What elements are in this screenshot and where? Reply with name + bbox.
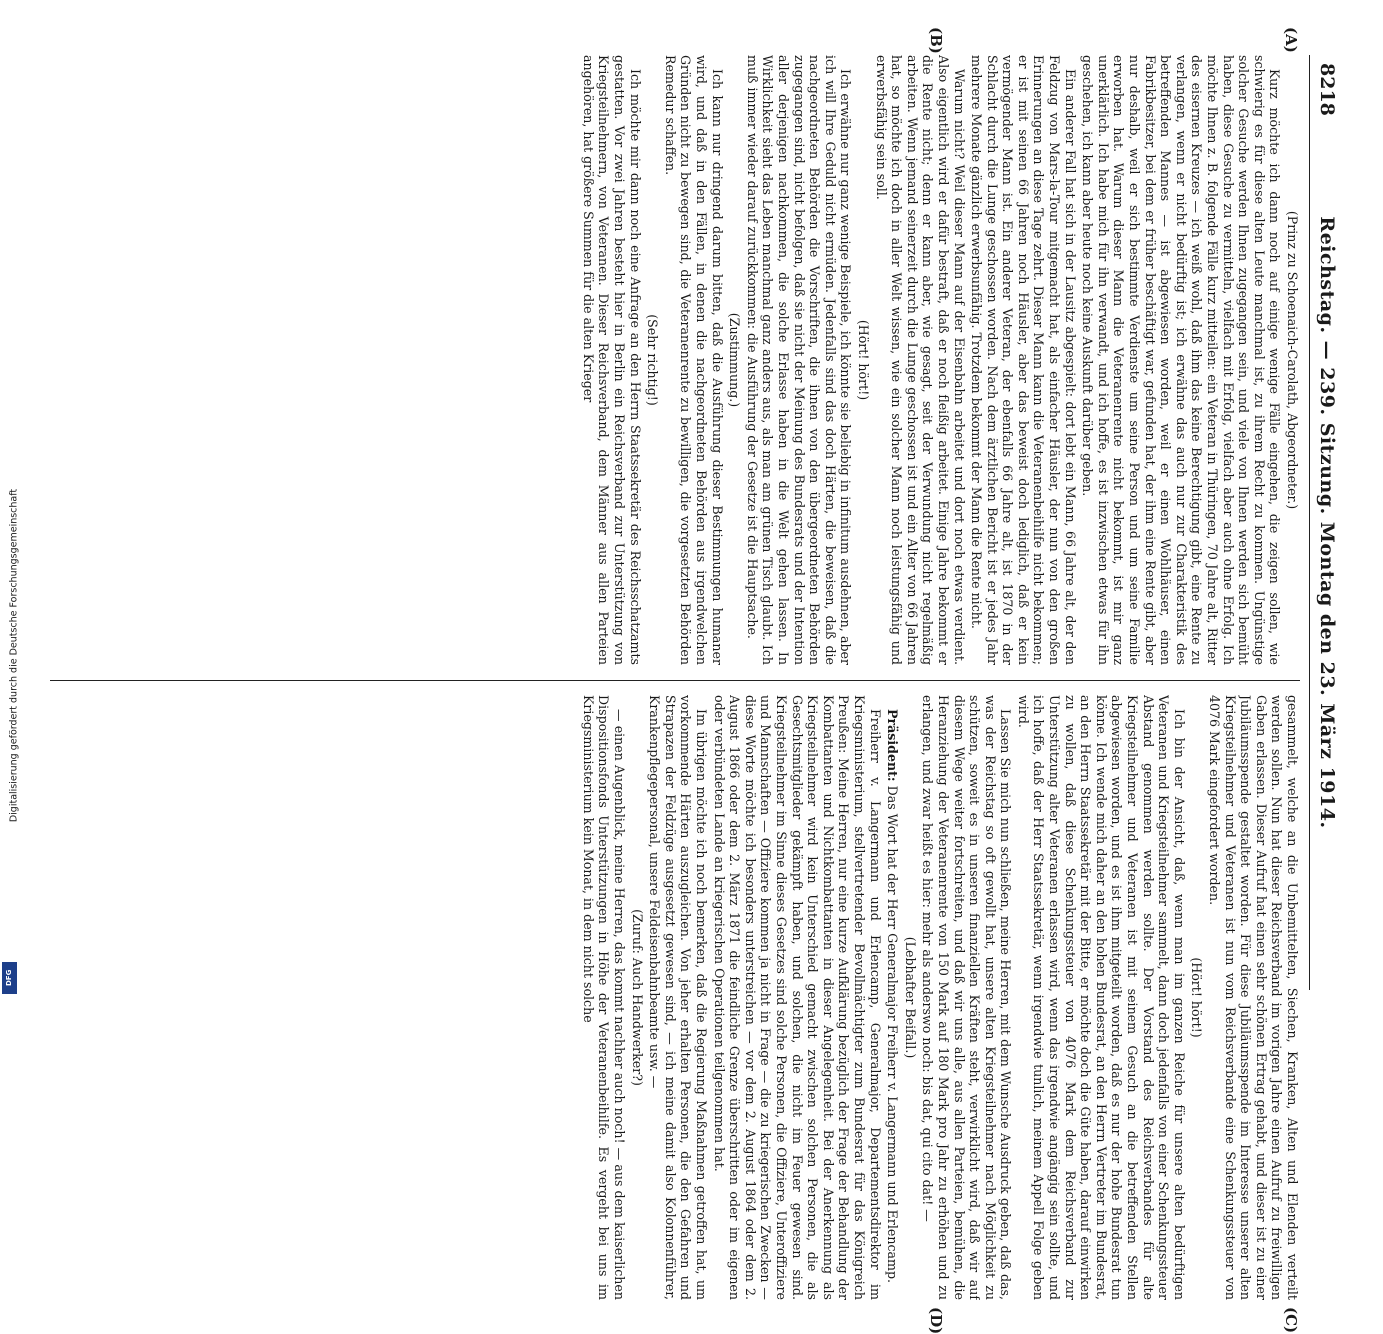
paragraph: Freiherr v. Langermann und Erlencamp, Generalmajor, Departementsdirektor im Kriegsministerium, stellvertretender Bevollmächtigter zum Bundesrat für das Königreich Preußen: Meine Herren, nur eine kurze Aufklärung bezüglich der Frage der Behandlung der Kombattanten und Nichtkombattanten in dieser Angelegenheit. Bei der Anerkennung als Kriegsteilnehmer wird kein Unterschied gemacht zwischen solchen Personen, die als Gesechtsmitglieder gekämpft haben, und solchen, die nicht im Feuer gewesen sind. Kriegsteilnehmer im Sinne dieses Gesetzes sind solche Personen, die Offiziere, Unteroffiziere und Mannschaften — Offiziere kommen ja nicht in Frage — die zu kriegerischen Zwecken — diese Worte möchte ich besonders unterstreichen — vor dem 2. August 1864 oder dem 2. August 1866 oder dem 2. März 1871 die feindliche Grenze überschritten oder im eigenen oder verbündeten Lande an kriegerischen Operationen teilgenommen hat.: [711, 695, 883, 1300]
margin-marker-c: (C): [1282, 1307, 1300, 1334]
page-title: Reichstag. — 239. Sitzung. Montag den 23. März 1914.: [1316, 216, 1338, 829]
page-number: 8218: [1316, 63, 1338, 116]
paragraph: Ich kann nur dringend darum bitten, daß die Ausführung dieser Bestimmungen humaner wird, und daß in den Fällen, in denen die nachgeordneten Behörden aus irgendwelchen Gründen nicht zu bewegen sind, die Veteranenrente zu bewilligen, die vorgesetzten Behörden Remedur schaffen.: [662, 55, 725, 665]
footer-strip: [4, 300, 18, 1000]
paragraph: Lassen Sie mich nun schließen, meine Herren, mit dem Wunsche Ausdruck geben, daß das, was der Reichstag so oft gewollt hat, unsere alten Kriegsteilnehmer nach Möglichkeit zu schützen, soweit es in unseren finanziellen Kräften steht, verwirklicht wird, daß wir auf diesem Wege weiter fortschreiten, und daß wir uns alle, aus allen Parteien, bemühen, die Heranziehung der Veteranenrente von 150 Mark auf 180 Mark pro Jahr zu erhöhen und zu erlangen, und zwar heißt es hier: mehr als anderswo noch: bis dat, qui cito dat! —: [920, 695, 1014, 1300]
paragraph: Ich bin der Ansicht, daß, wenn man im ganzen Reiche für unsere alten bedürftigen Veteranen und Kriegsteilnehmer sammelt, dann doch jedenfalls von einer Schenkungssteuer Abstand genommen werden sollte. Der Vorstand des Reichsverbandes für alte Kriegsteilnehmer und Veteranen ist mit seinem Gesuch an die betreffenden Stellen abgewiesen worden, und es ist ihm mitgeteilt worden, daß es nur der hohe Bundesrat tun könne. Ich wende mich daher an den hohen Bundesrat, an den Herrn Vertreter im Bundesrat, an den Herrn Staatssekretär mit der Bitte, er möchte doch die Güte haben, darauf einwirken zu wollen, daß diese Schenkungssteuer von 4076 Mark dem Reichsverband zur Unterstützung alter Veteranen erlassen wird, wenn das irgendwie angängig sein sollte, und ich hoffe, daß der Herr Staatssekretär, wenn irgendwie tunlich, meinem Appell Folge geben wird.: [1015, 695, 1187, 1300]
paragraph: Ein anderer Fall hat sich in der Lausitz abgespielt: dort lebt ein Mann, 66 Jahre alt, der den Feldzug von Mars-la-Tour mitgemacht hat, als einfacher Häusler, der nun von den großen Erinnerungen an diese Tage zehrt. Dieser Mann kann die Veteranenbeihilfe nicht bekommen; er ist mit seinen 66 Jahren noch Häusler, aber das beweist doch lediglich, daß er kein vermögender Mann ist. Ein anderer Veteran, der ebenfalls 66 Jahre alt, ist 1870 in der Schlacht durch die Lunge geschossen worden. Nach dem ärztlichen Bericht ist er jedes Jahr mehrere Monate gänzlich erwerbsunfähig. Trotzdem bekommt der Mann die Rente nicht.: [969, 55, 1078, 665]
speaker-line: (Prinz zu Schoenaich-Carolath, Abgeordneter.): [1285, 210, 1300, 510]
interjection: (Zuruf: Auch Handwerker?): [629, 909, 645, 1086]
page-header: [1309, 55, 1340, 990]
margin-marker-d: (D): [927, 1307, 945, 1334]
paragraph: Ich erwähne nur ganz wenige Beispiele, ich könnte sie beliebig in infinitum ausdehnen, aber ich will Ihre Geduld nicht ermüden. Jedenfalls sind das doch Härten, die beweisen, daß die nachgeordneten Behörden die Vorschriften, die ihnen von den übergeordneten Behörden zugegangen sind, nicht befolgen, daß sie nicht der Meinung des Bundesrats und der Intention aller derjenigen nachkommen, die solche Erlasse haben in die Welt gehen lassen. In Wirklichkeit sieht das Leben manchmal ganz anders aus, als man am grünen Tisch glaubt. Ich muß immer wieder darauf zurückkommen: die Ausführung der Gesetze ist die Hauptsache.: [744, 55, 854, 665]
left-column: [50, 55, 1300, 665]
column-divider: [50, 680, 1300, 681]
paragraph: gesammelt, welche an die Unbemittelten, Siechen, Kranken, Alten und Elenden verteilt werden sollen. Nun hat dieser Reichsverband im vorigen Jahre einen Aufruf zu freiwilligen Gaben erlassen. Dieser Aufruf hat einen sehr schönen Ertrag gehabt, und dieser ist zu einer Jubiläumsspende gestaltet worden. Für diese Jubiläumsspende im Interesse unserer alten Kriegsteilnehmer und Veteranen ist nun vom Reichsverbande eine Schenkungssteuer von 4076 Mark eingefordert worden.: [1207, 695, 1300, 1300]
margin-marker-b: (B): [927, 27, 945, 54]
paragraph: Warum nicht? Weil dieser Mann auf der Eisenbahn arbeitet und dort noch etwas verdient. Also eigentlich wird er dafür bestraft, daß er noch fleißig arbeitet. Einige Jahre bekommt er die Rente nicht; denn er kann aber, wie gesagt, seit der Verwundung nicht regelmäßig arbeiten. Wenn jemand seinerzeit durch die Lunge geschossen ist und ein Alter von 66 Jahren hat, so möchte ich doch in aller Welt wissen, wie ein solcher Mann noch leistungsfähig und erwerbsfähig sein soll.: [873, 55, 967, 665]
margin-marker-a: (A): [1282, 27, 1300, 53]
president-label: Präsident:: [885, 709, 901, 782]
president-text: Das Wort hat der Herr Generalmajor Freiherr v. Langermann und Erlencamp.: [885, 785, 901, 1284]
right-column: [50, 695, 1300, 1300]
paragraph: — einen Augenblick, meine Herren, das kommt nachher auch noch! — aus dem kaiserlichen Dispositionsfonds Unterstützungen in Höhe der Veteranenbeihilfe. Es vergeht bei uns im Kriegsministerium kein Monat, in dem nicht solche: [580, 695, 628, 1300]
interjection: (Lebhafter Beifall.): [902, 936, 918, 1059]
interjection: (Hört! hört!): [1189, 957, 1205, 1038]
interjection: (Hört! hört!): [855, 319, 871, 401]
dfg-logo: DFG: [2, 962, 17, 994]
paragraph: Kurz möchte ich dann noch auf einige wenige Fälle eingehen, die zeigen sollen, wie schwierig es für diese alten Leute manchmal ist, zu ihrem Recht zu kommen. Ungünstige solcher Gesuche werden Ihnen zugegangen sein, und viele von Ihnen werden sich bemüht haben, diese Gesuche zu vermitteln, vielfach mit Erfolg, vielfach aber auch ohne Erfolg. Ich möchte Ihnen z. B. folgende Fälle kurz mitteilen: ein Veteran in Thüringen, 70 Jahre alt, Ritter des eisernen Kreuzes — ich weiß wohl, daß ihm das keine Berechtigung gibt, eine Rente zu verlangen, wenn er nicht bedürftig ist; ich erwähne das auch nur zur Charakteristik des betreffenden Mannes — ist abgewiesen worden, weil er einen Wohlhäuser, einen Fabrikbesitzer, bei dem er früher beschäftigt war, gefunden hat, der ihm eine Rente gibt, aber nur deshalb, weil er sich bestimmte Verdienste um seine Person und um seine Familie erworben hat. Warum dieser Mann die Veteranenrente nicht bekommt, ist mir ganz unerklärlich. Ich habe mich für ihn verwandt, und ich hoffe, es ist inzwischen etwas für ihn geschehen, ich kann aber heute noch keine Auskunft darüber geben.: [1080, 55, 1283, 665]
president-paragraph: [885, 695, 901, 1300]
rotated-page: [50, 27, 1340, 1334]
interjection: (Sehr richtig!): [645, 314, 661, 406]
interjection: (Zustimmung.): [727, 312, 743, 408]
paragraph: Ich möchte mir dann noch eine Anfrage an den Herrn Staatssekretär des Reichsschatzamts gestatten. Vor zwei Jahren besteht hier in Berlin ein Reichsverband zur Unterstützung von Kriegsteilnehmern, von Veteranen. Dieser Reichsverband, dem Männer aus allen Parteien angehören, hat größere Summen für die alten Krieger: [580, 55, 643, 665]
paragraph: Im übrigen möchte ich noch bemerken, daß die Regierung Maßnahmen getroffen hat, um vorkommende Härten auszugleichen. Von jeher erhalten Personen, die den Gefahren und Strapazen der Feldzüge ausgesetzt gewesen sind, — ich meine damit also Kolonnenführer, Krankenpflegepersonal, unsere Feldeisenbahnbeamte usw. —: [647, 695, 710, 1300]
footer-text: Digitalisierung gefördert durch die Deutsche Forschungsgemeinschaft: [8, 488, 20, 823]
